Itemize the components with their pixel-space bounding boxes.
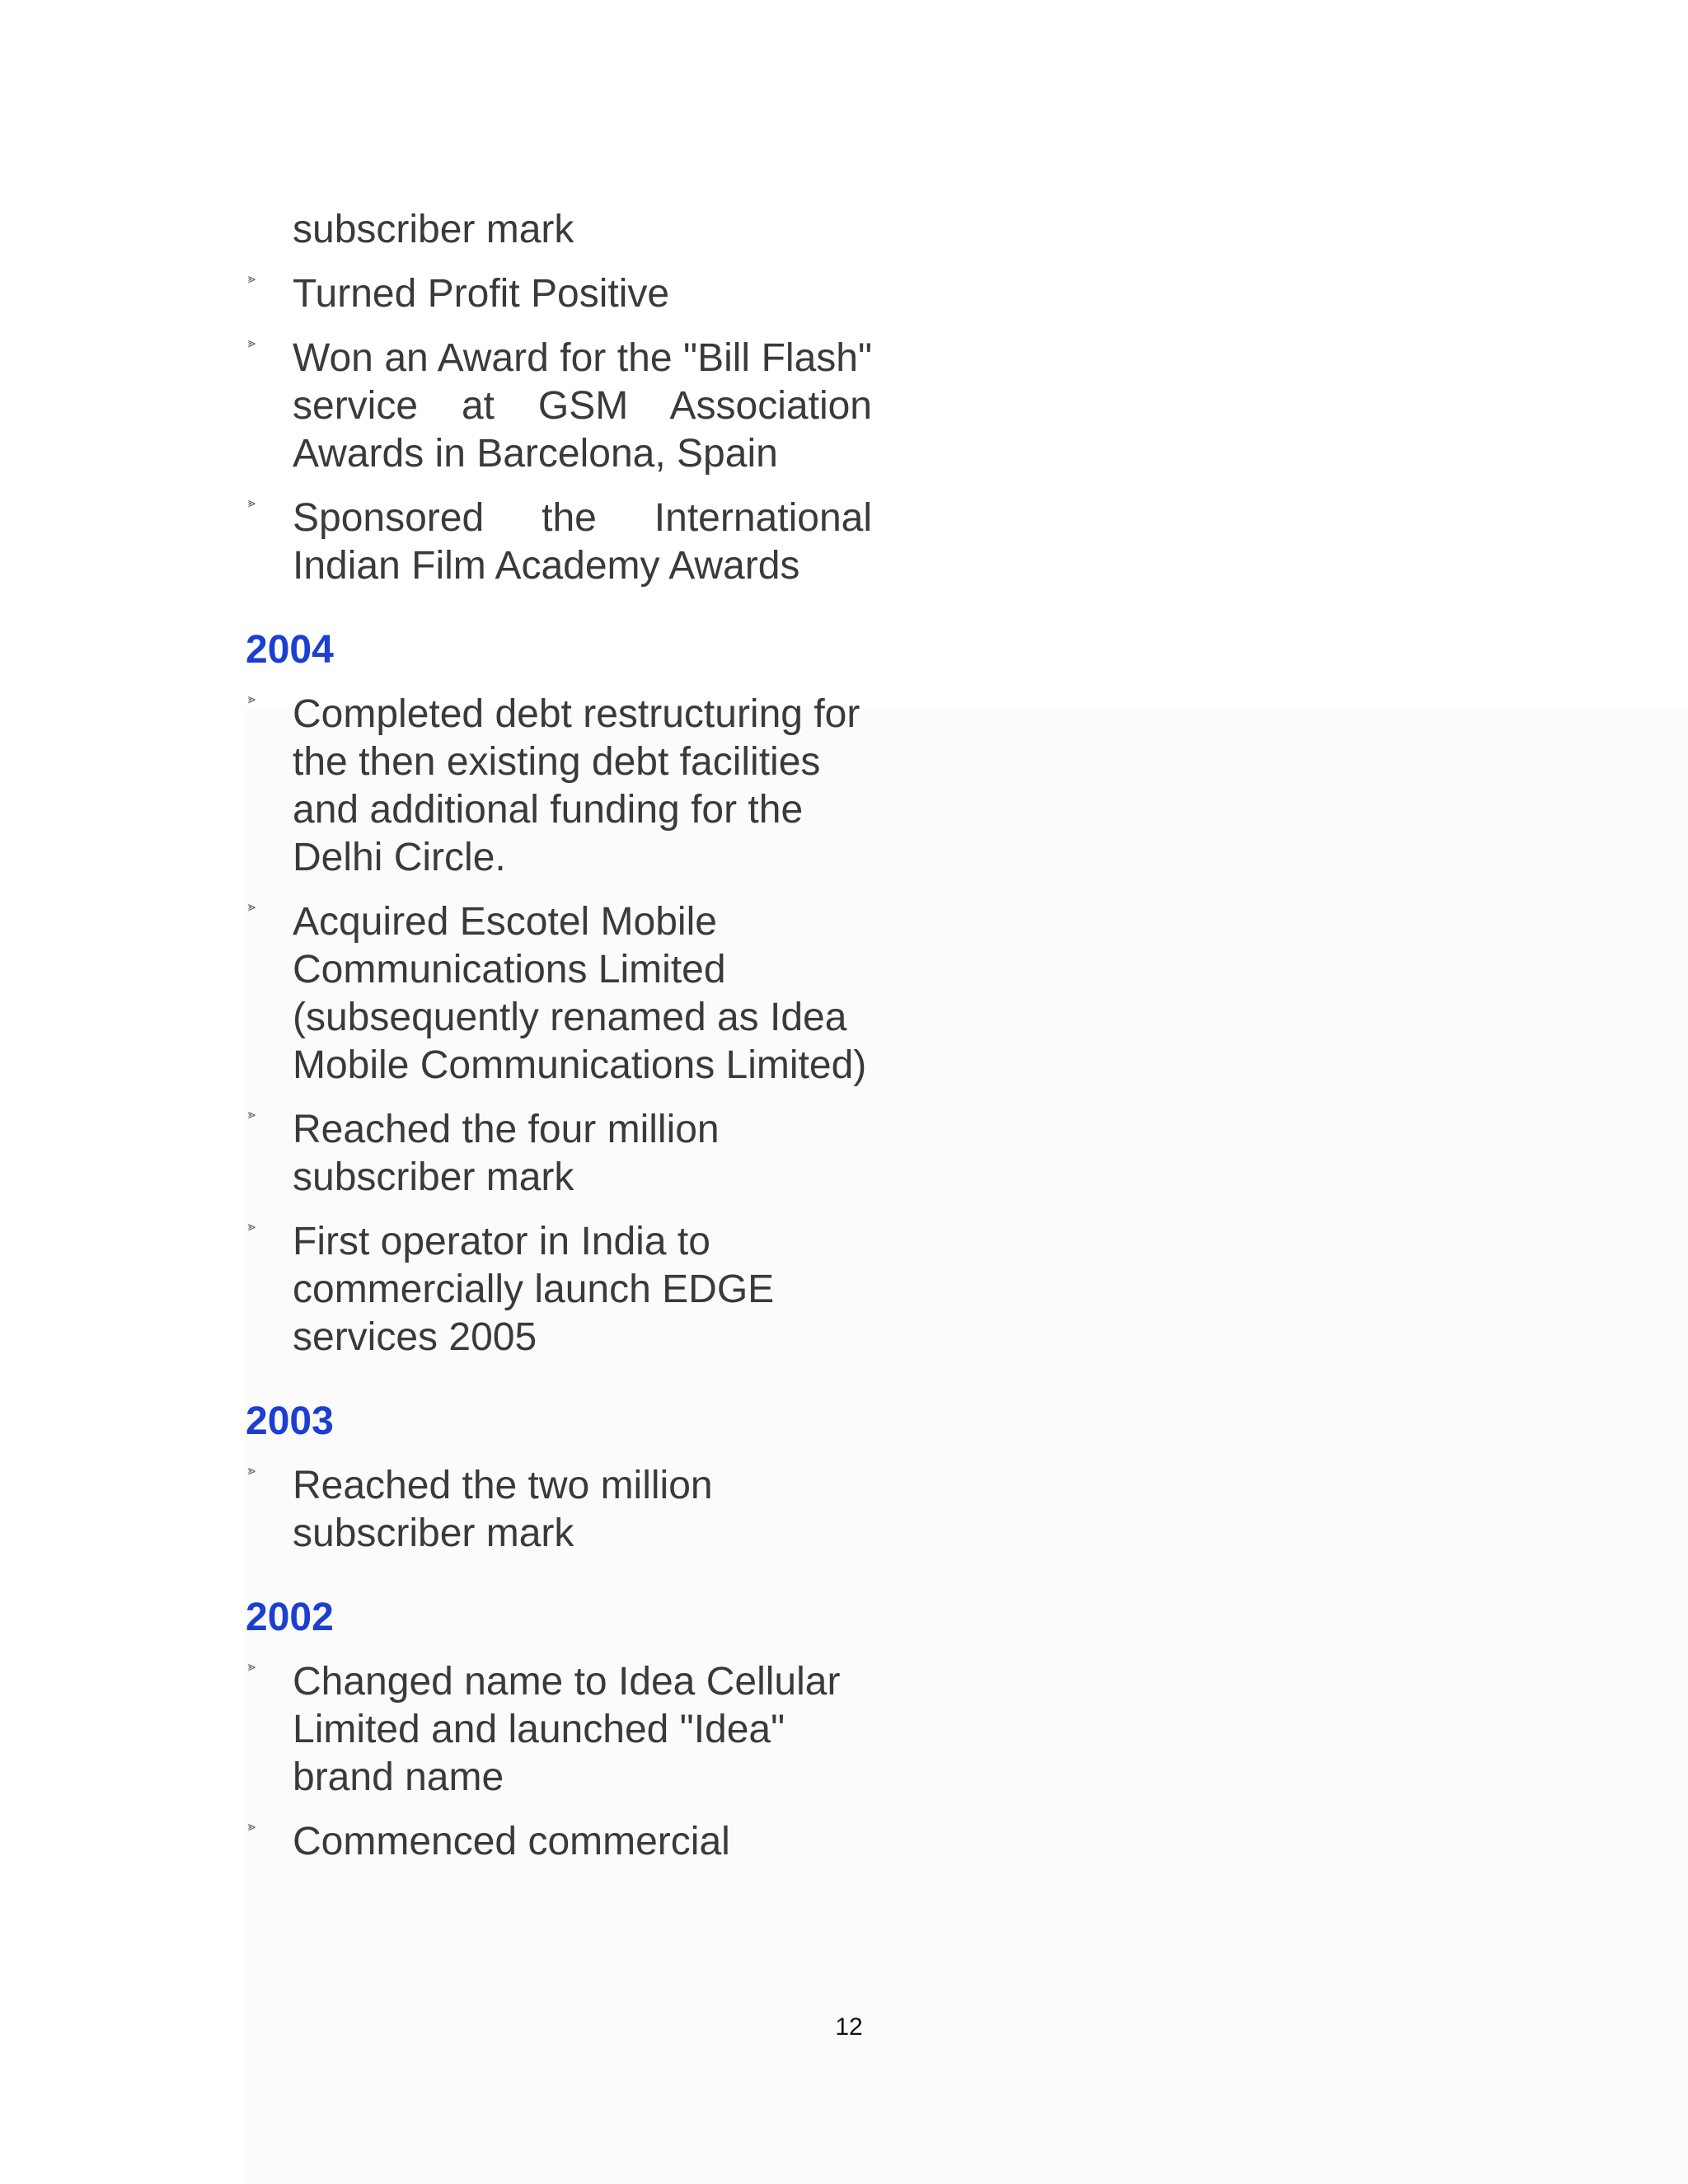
arrowhead-bullet-icon: ⪢ [248, 1820, 256, 1834]
list-item [246, 494, 872, 590]
arrowhead-bullet-icon: ⪢ [248, 900, 256, 914]
arrowhead-bullet-icon: ⪢ [248, 272, 256, 286]
list-item [246, 1218, 872, 1361]
arrowhead-bullet-icon: ⪢ [248, 336, 256, 350]
arrowhead-bullet-icon: ⪢ [248, 1464, 256, 1478]
list-item [246, 691, 872, 882]
year-heading: 2003 [246, 1399, 334, 1443]
page-number: 12 [835, 2013, 863, 2041]
list-item-text: First operator in India to commercially launch EDGE services 2005 [293, 1220, 775, 1359]
arrowhead-bullet-icon: ⪢ [248, 496, 256, 510]
list-item-text: Commenced commercial [293, 1820, 730, 1863]
list-item [246, 898, 872, 1090]
arrowhead-bullet-icon: ⪢ [248, 1108, 256, 1122]
list-item-text: Completed debt restructuring for the then existing debt facilities and additional funding for the Delhi Circle. [293, 692, 860, 879]
document-content [246, 206, 872, 1866]
arrowhead-bullet-icon: ⪢ [248, 1660, 256, 1674]
list-item-text: Sponsored the International Indian Film Academy Awards [293, 496, 872, 588]
list-item [246, 1818, 872, 1866]
list-item-text: Changed name to Idea Cellular Limited and launched "Idea" brand name [293, 1660, 841, 1799]
list-item-text: Reached the two million subscriber mark [293, 1464, 713, 1555]
list-item [246, 1658, 872, 1802]
list-item [246, 270, 872, 318]
year-heading: 2004 [246, 628, 334, 672]
list-item-text: Won an Award for the "Bill Flash" service at GSM Association Awards in Barcelona, Spain [293, 336, 872, 476]
continued-text: subscriber mark [293, 208, 574, 251]
list-item-text: Reached the four million subscriber mark [293, 1108, 720, 1199]
list-item [246, 1462, 872, 1558]
list-item [246, 335, 872, 478]
list-item-text: Turned Profit Positive [293, 272, 670, 316]
arrowhead-bullet-icon: ⪢ [248, 692, 256, 706]
year-heading: 2002 [246, 1596, 334, 1639]
list-item [246, 1106, 872, 1202]
arrowhead-bullet-icon: ⪢ [248, 1220, 256, 1234]
list-item-text: Acquired Escotel Mobile Communications Limited (subsequently renamed as Idea Mobile Communications Limited) [293, 900, 867, 1087]
